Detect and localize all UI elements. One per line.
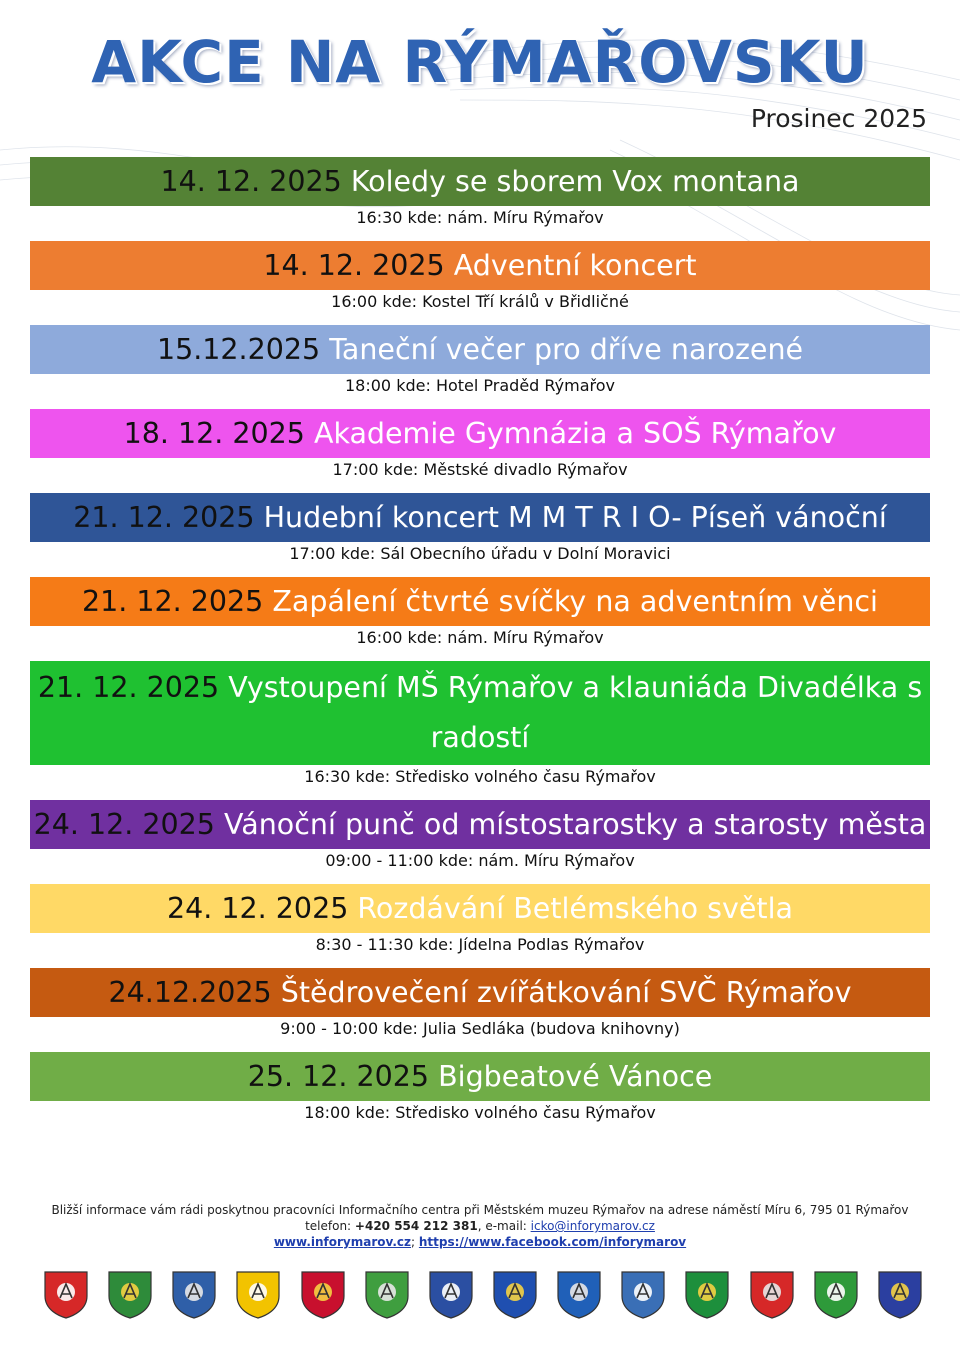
crest-cross-icon xyxy=(364,1270,410,1320)
event-date: 24. 12. 2025 xyxy=(167,892,349,925)
event-date: 15.12.2025 xyxy=(156,333,321,366)
event-detail: 16:00 kde: Kostel Tří králů v Břidličné xyxy=(331,292,629,311)
event-item xyxy=(30,800,930,884)
crest-hammers-green-icon xyxy=(107,1270,153,1320)
event-title-bar xyxy=(30,800,930,849)
event-item xyxy=(30,157,930,241)
event-title-bar xyxy=(30,661,930,765)
crest-grapes-icon xyxy=(492,1270,538,1320)
crest-saint-icon xyxy=(43,1270,89,1320)
crest-trees-icon xyxy=(171,1270,217,1320)
event-name: Vánoční punč od místostarostky a starosty města xyxy=(224,808,927,841)
event-list xyxy=(30,157,930,1136)
email-label: , e-mail: xyxy=(477,1219,531,1233)
phone-number: +420 554 212 381 xyxy=(354,1219,478,1233)
event-name: Koledy se sborem Vox montana xyxy=(350,165,800,198)
event-item xyxy=(30,493,930,577)
event-name: Štědrovečení zvířátkování SVČ Rýmařov xyxy=(280,976,852,1009)
event-detail: 16:30 kde: Středisko volného času Rýmařov xyxy=(304,767,656,786)
event-date: 14. 12. 2025 xyxy=(263,249,445,282)
event-name: Vystoupení MŠ Rýmařov a klauniáda Divadélka s radostí xyxy=(228,671,923,754)
event-title-bar xyxy=(30,241,930,290)
event-name: Adventní koncert xyxy=(453,249,697,282)
email-link[interactable]: icko@inforymarov.cz xyxy=(530,1219,655,1233)
event-title-bar xyxy=(30,325,930,374)
event-name: Hudební koncert M M T R I O- Píseň vánoční xyxy=(263,501,887,534)
crest-crown-icon xyxy=(428,1270,474,1320)
footer-info-text: Bližší informace vám rádi poskytnou pracovníci Informačního centra při Městském muzeu Rýmařov na adrese náměstí Míru 6, 795 01 Rýmařov xyxy=(51,1203,909,1217)
event-detail: 18:00 kde: Hotel Praděd Rýmařov xyxy=(345,376,615,395)
event-detail: 16:00 kde: nám. Míru Rýmařov xyxy=(356,628,604,647)
event-item xyxy=(30,1052,930,1136)
event-detail: 9:00 - 10:00 kde: Julia Sedláka (budova knihovny) xyxy=(280,1019,680,1038)
facebook-link[interactable]: https://www.facebook.com/inforymarov xyxy=(418,1235,687,1249)
event-date: 25. 12. 2025 xyxy=(247,1060,430,1093)
event-detail: 18:00 kde: Středisko volného času Rýmařov xyxy=(304,1103,656,1122)
event-title-bar xyxy=(30,577,930,626)
event-title-bar xyxy=(30,493,930,542)
event-name: Akademie Gymnázia a SOŠ Rýmařov xyxy=(313,417,837,450)
event-item xyxy=(30,661,930,800)
event-detail: 16:30 kde: nám. Míru Rýmařov xyxy=(356,208,604,227)
page-title: AKCE NA RÝMAŘOVSKU xyxy=(91,28,869,96)
event-item xyxy=(30,577,930,661)
event-title-bar xyxy=(30,409,930,458)
event-title-bar xyxy=(30,968,930,1017)
event-name: Taneční večer pro dříve narozené xyxy=(329,333,804,366)
event-item xyxy=(30,409,930,493)
municipality-crests xyxy=(43,1270,923,1320)
month-subtitle: Prosinec 2025 xyxy=(750,104,927,133)
event-detail: 09:00 - 11:00 kde: nám. Míru Rýmařov xyxy=(325,851,635,870)
event-item xyxy=(30,241,930,325)
crest-tree-icon xyxy=(684,1270,730,1320)
event-detail: 17:00 kde: Městské divadlo Rýmařov xyxy=(332,460,628,479)
crest-horse-icon xyxy=(556,1270,602,1320)
crest-hammers-yellow-icon xyxy=(235,1270,281,1320)
event-item xyxy=(30,325,930,409)
footer-info xyxy=(0,1202,960,1250)
event-date: 21. 12. 2025 xyxy=(73,501,255,534)
event-name: Bigbeatové Vánoce xyxy=(438,1060,713,1093)
crest-dog-icon xyxy=(877,1270,923,1320)
event-date: 21. 12. 2025 xyxy=(82,585,264,618)
event-date: 18. 12. 2025 xyxy=(123,417,305,450)
event-title-bar xyxy=(30,157,930,206)
event-date: 21. 12. 2025 xyxy=(37,671,220,704)
event-date: 24. 12. 2025 xyxy=(33,808,215,841)
footer-contact-line xyxy=(0,1218,960,1234)
website-link[interactable]: www.inforymarov.cz xyxy=(273,1235,412,1249)
event-detail: 17:00 kde: Sál Obecního úřadu v Dolní Moravici xyxy=(289,544,671,563)
event-title-bar xyxy=(30,884,930,933)
event-date: 14. 12. 2025 xyxy=(160,165,342,198)
crest-plate-icon xyxy=(620,1270,666,1320)
event-item xyxy=(30,884,930,968)
link-separator: ; xyxy=(411,1235,419,1249)
event-date: 24.12.2025 xyxy=(108,976,272,1009)
footer-links-line xyxy=(0,1234,960,1250)
event-name: Zapálení čtvrté svíčky na adventním věnci xyxy=(272,585,878,618)
event-detail: 8:30 - 11:30 kde: Jídelna Podlas Rýmařov xyxy=(315,935,645,954)
event-name: Rozdávání Betlémského světla xyxy=(357,892,793,925)
crest-checkered-icon xyxy=(300,1270,346,1320)
phone-label: telefon: xyxy=(305,1219,355,1233)
crest-flower-icon xyxy=(813,1270,859,1320)
event-title-bar xyxy=(30,1052,930,1101)
crest-bird-icon xyxy=(749,1270,795,1320)
event-item xyxy=(30,968,930,1052)
